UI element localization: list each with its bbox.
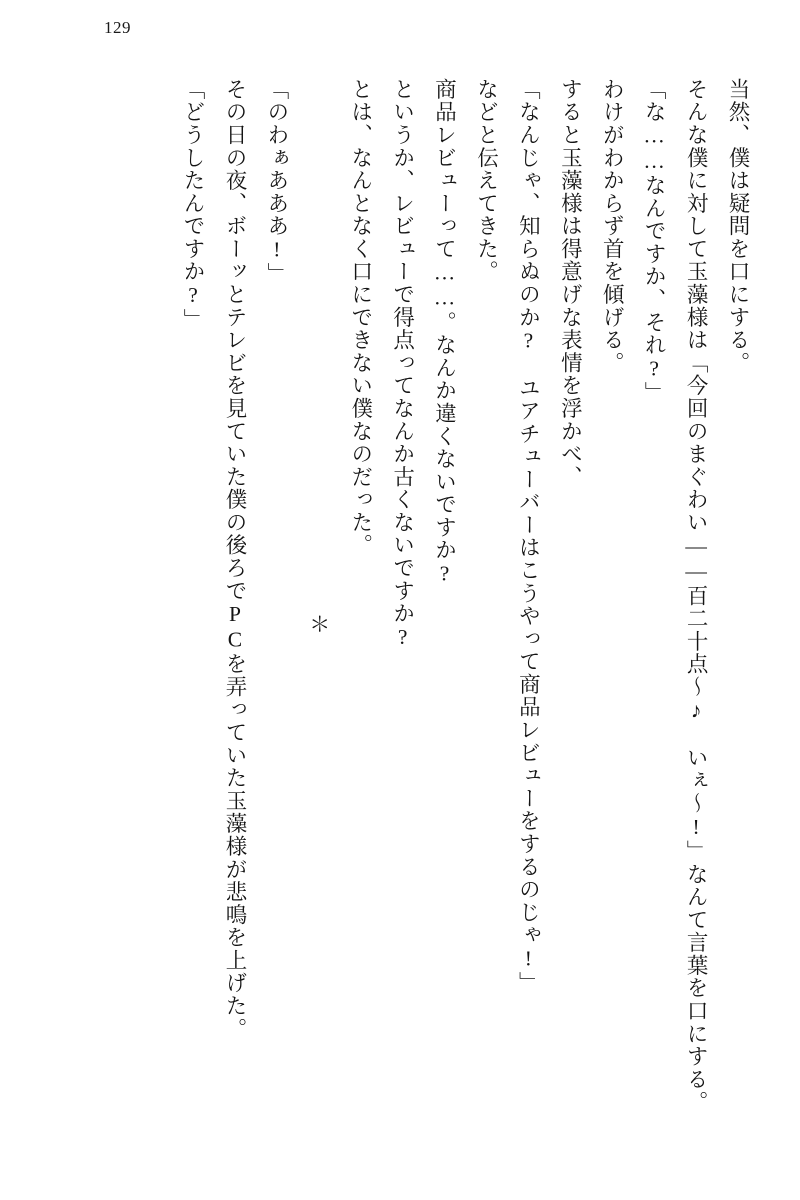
- paragraph: 当然、僕は疑問を口にする。: [726, 78, 750, 375]
- page-number: 129: [104, 18, 131, 37]
- section-separator: [297, 78, 339, 1168]
- paragraph: などと伝えてきた。: [474, 78, 499, 284]
- paragraph: というか、レビューで得点ってなんか古くないですか?: [390, 78, 415, 651]
- paragraph: すると玉藻様は得意げな表情を浮かべ、: [558, 78, 583, 489]
- paragraph: 「のわぁあああ!」: [264, 78, 289, 286]
- paragraph: 「な……なんですか、それ?」: [642, 78, 667, 405]
- paragraph: 商品レビューって……。なんか違くないですか?: [432, 78, 457, 587]
- page-body-text: [40, 78, 758, 1168]
- paragraph: 「どうしたんですか?」: [181, 78, 206, 332]
- paragraph: とは、なんとなく口にできない僕なのだった。: [348, 78, 373, 557]
- asterisk-icon: ＊: [306, 612, 331, 634]
- paragraph: 「なんじゃ、知らぬのか? ユアチューバーはこうやって商品レビューをするのじゃ!」: [516, 78, 541, 995]
- paragraph: その日の夜、ボーッとテレビを見ていた僕の後ろでPCを弄っていた玉藻様が悲鳴を上げた。: [222, 78, 247, 1041]
- paragraph: わけがわからず首を傾げる。: [600, 78, 625, 375]
- paragraph: そんな僕に対して玉藻様は「今回のまぐわい——百二十点〜♪ いぇ〜!」なんて言葉を口にする。: [684, 78, 709, 1114]
